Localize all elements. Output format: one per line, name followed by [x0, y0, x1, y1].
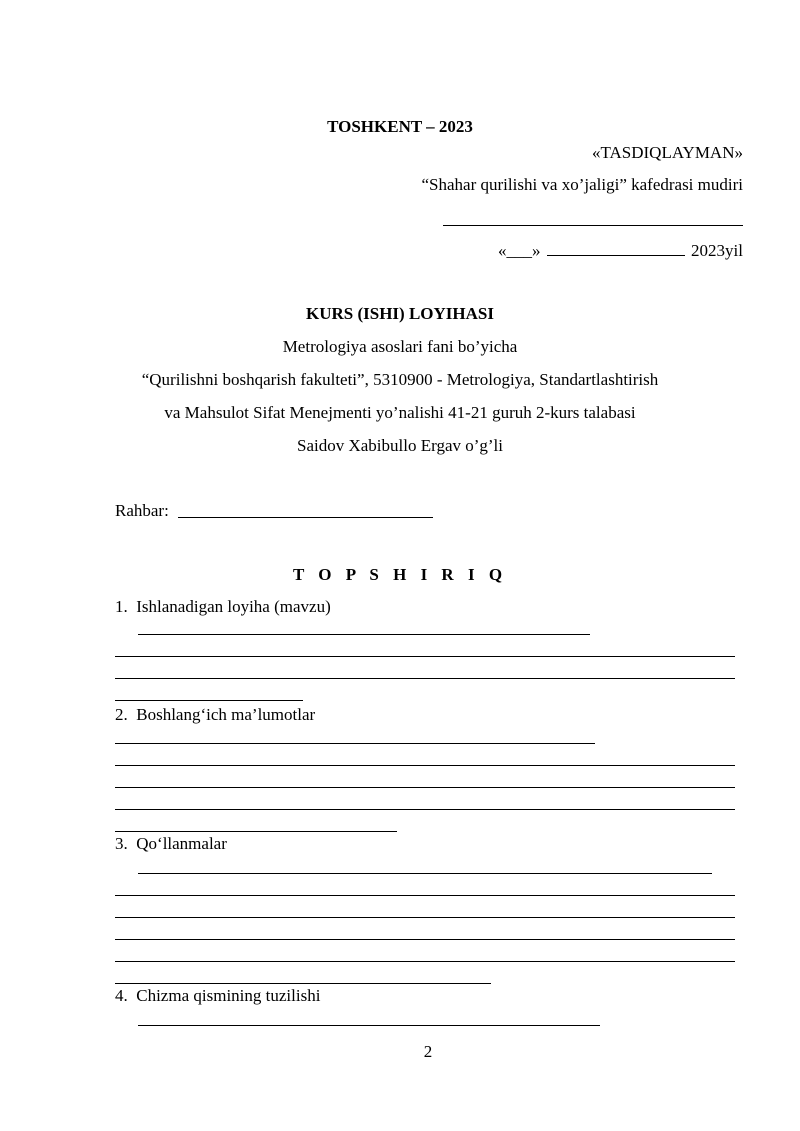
page-number: 2	[423, 1042, 433, 1061]
answer-line	[115, 765, 735, 766]
task-heading: T O P S H I R I Q	[292, 565, 508, 584]
program-line: va Mahsulot Sifat Menejmenti yo’nalishi 41-21 guruh 2-kurs talabasi	[164, 403, 636, 422]
answer-line	[115, 895, 735, 896]
answer-line	[115, 700, 303, 701]
task-item-number: 1.	[115, 597, 128, 616]
city-year: TOSHKENT – 2023	[327, 117, 473, 136]
answer-line	[138, 1025, 600, 1026]
answer-line	[115, 939, 735, 940]
approval-date	[498, 240, 743, 262]
document-title: KURS (ISHI) LOYIHASI	[306, 304, 494, 323]
task-item-4	[115, 985, 320, 1007]
department-head: “Shahar qurilishi va xo’jaligi” kafedrasi mudiri	[421, 175, 743, 194]
answer-line	[115, 656, 735, 657]
supervisor-label: Rahbar:	[115, 501, 169, 520]
date-day: «___»	[498, 241, 541, 260]
task-item-number: 4.	[115, 986, 128, 1005]
answer-line	[115, 678, 735, 679]
task-item-number: 2.	[115, 705, 128, 724]
date-year: 2023yil	[691, 241, 743, 260]
task-item-2	[115, 704, 315, 726]
task-item-number: 3.	[115, 834, 128, 853]
task-item-label: Ishlanadigan loyiha (mavzu)	[136, 597, 331, 616]
task-item-1	[115, 596, 331, 618]
answer-line	[115, 961, 735, 962]
task-item-3	[115, 833, 227, 855]
task-item-label: Qo‘llanmalar	[136, 834, 227, 853]
answer-line	[115, 787, 735, 788]
date-month-blank	[547, 240, 685, 256]
student-name: Saidov Xabibullo Ergav o’g’li	[296, 436, 504, 455]
answer-line	[115, 983, 491, 984]
task-item-label: Chizma qismining tuzilishi	[136, 986, 321, 1005]
answer-line	[115, 743, 595, 744]
task-item-label: Boshlang‘ich ma’lumotlar	[136, 705, 316, 724]
subject-line: Metrologiya asoslari fani bo’yicha	[282, 337, 518, 356]
answer-line	[115, 809, 735, 810]
answer-line	[115, 917, 735, 918]
approve-label: «TASDIQLAYMAN»	[591, 143, 743, 162]
faculty-line: “Qurilishni boshqarish fakulteti”, 5310900 - Metrologiya, Standartlashtirish	[141, 370, 659, 389]
supervisor-line	[178, 517, 433, 518]
answer-line	[115, 831, 397, 832]
answer-line	[138, 634, 590, 635]
answer-line	[138, 873, 712, 874]
signature-line	[443, 225, 743, 226]
